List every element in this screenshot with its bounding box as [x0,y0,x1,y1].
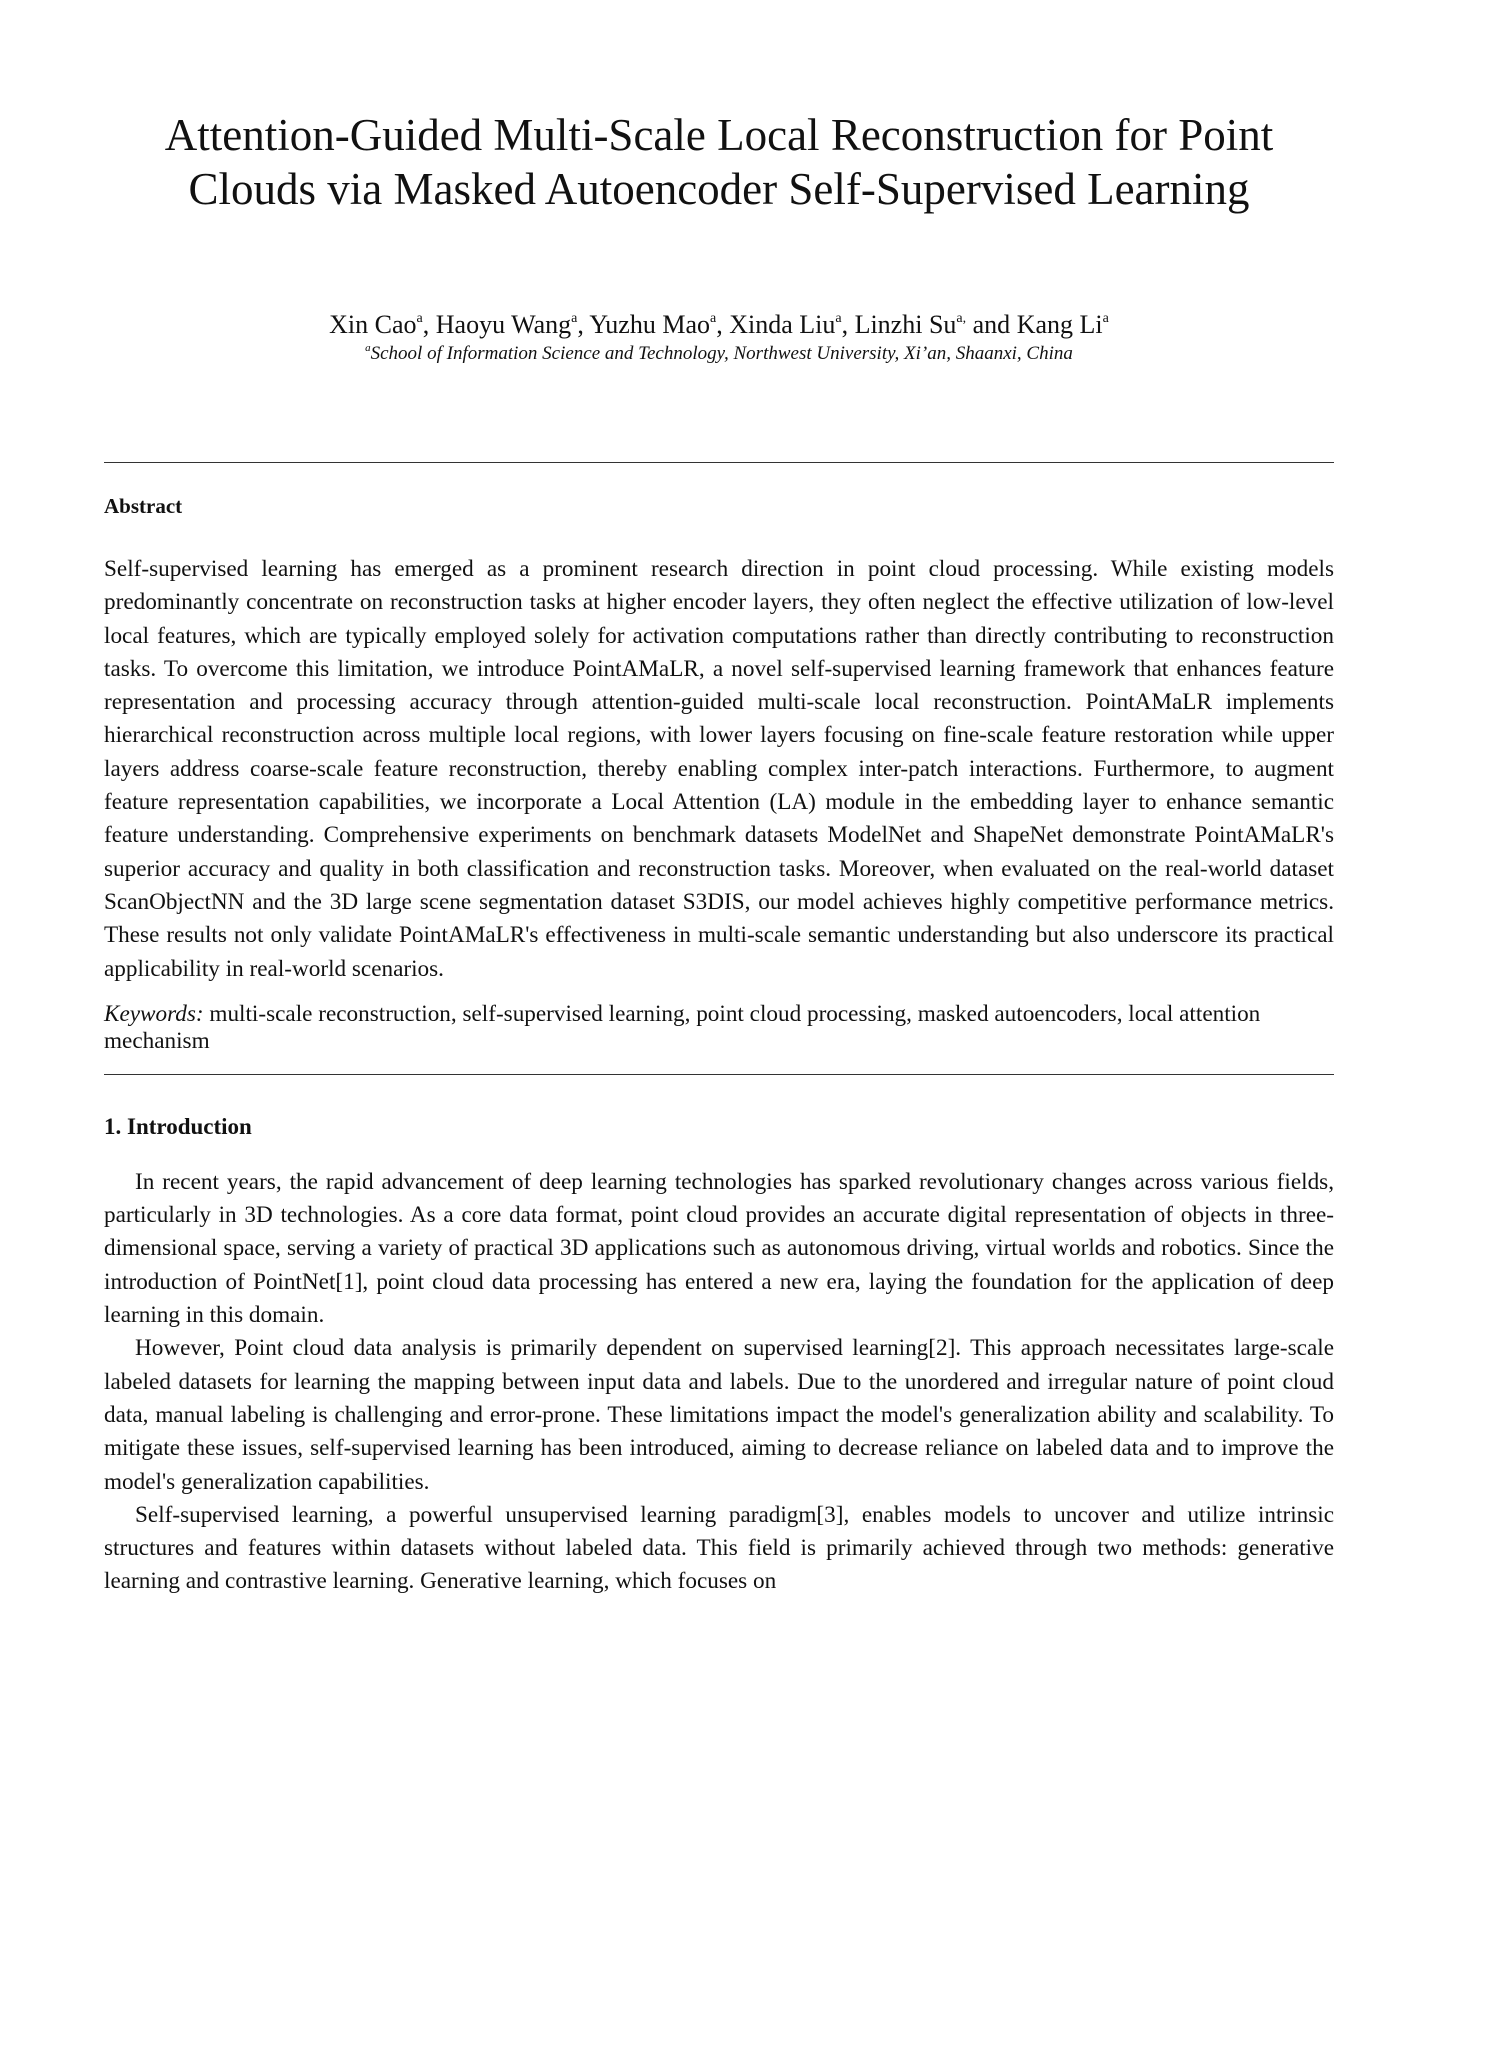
abstract-text: Self-supervised learning has emerged as a prominent research direction in point cloud processing. While existing models predominantly concentrate on reconstruction tasks at higher encoder layers, they often neglect the effective utilization of low-level local features, which are typically employed solely for activation computations rather than directly contributing to reconstruction tasks. To overcome this limitation, we introduce PointAMaLR, a novel self-supervised learning framework that enhances feature representation and processing accuracy through attention-guided multi-scale local reconstruction. PointAMaLR implements hierarchical reconstruction across multiple local regions, with lower layers focusing on fine-scale feature restoration while upper layers address coarse-scale feature reconstruction, thereby enabling complex inter-patch interactions. Furthermore, to augment feature representation capabilities, we incorporate a Local Attention (LA) module in the embedding layer to enhance semantic feature understanding. Comprehensive experiments on benchmark datasets ModelNet and ShapeNet demonstrate PointAMaLR's superior accuracy and quality in both classification and reconstruction tasks. Moreover, when evaluated on the real-world dataset ScanObjectNN and the 3D large scene segmentation dataset S3DIS, our model achieves highly competitive performance metrics. These results not only validate PointAMaLR's effectiveness in multi-scale semantic understanding but also underscore its practical applicability in real-world scenarios. [104,556,1334,982]
author: Linzhi $Su^{a,}$ and [854,310,1017,339]
affiliation-mark: a, [956,311,967,326]
keywords-list: multi-scale reconstruction, self-supervised learning, point cloud processing, masked autoencoders, local attention mechanism [104,1000,1261,1054]
section-heading-introduction: 1. Introduction [104,1113,252,1139]
paper-page [104,0,1334,1599]
affiliation-mark: a [835,311,842,326]
section-divider [104,1074,1334,1075]
paper-title: Attention-Guided Multi-Scale Local Reconstruction for Point Clouds via Masked Autoencoder Self-Supervised Learning [164,110,1274,214]
affiliation-mark: a [416,311,423,326]
author: Kang Li$^a$ [1016,310,1109,339]
body-paragraph: However, Point cloud data analysis is primarily dependent on supervised learning[2]. This approach necessitates large-scale labeled datasets for learning the mapping between input data and labels. Due to the unordered and irregular nature of point cloud data, manual labeling is challenging and error-prone. These limitations impact the model's generalization ability and scalability. To mitigate these issues, self-supervised learning has been introduced, aiming to decrease reliance on labeled data and to improve the model's generalization capabilities. [104,1335,1334,1495]
abstract-heading: Abstract [104,494,183,518]
author: Yuzhu Mao$^a$, [589,310,730,339]
section-divider [104,462,1334,463]
keywords [104,1001,1334,1055]
affiliation-mark: a [365,342,371,354]
introduction-body [104,1166,1334,1599]
affiliation-mark: a [571,311,578,326]
author: Xin Cao$^a$, [329,310,436,339]
author-affiliation: $^a$School of Information Science and Technology, Northwest University, Xi’an, Shaanxi, China [365,342,1073,364]
author: Xinda Liu$^a$, [729,310,855,339]
body-paragraph: In recent years, the rapid advancement of deep learning technologies has sparked revolutionary changes across various fields, particularly in 3D technologies. As a core data format, point cloud provides an accurate digital representation of objects in three-dimensional space, serving a variety of practical 3D applications such as autonomous driving, virtual worlds and robotics. Since the introduction of PointNet[1], point cloud data processing has entered a new era, laying the foundation for the application of deep learning in this domain. [104,1168,1334,1329]
affiliation-mark: a [1102,311,1109,326]
affiliation-mark: a [709,311,717,326]
keywords-label: Keywords: [104,1000,204,1027]
author-list [104,310,1334,340]
body-paragraph: Self-supervised learning, a powerful unsupervised learning paradigm[3], enables models to uncover and utilize intrinsic structures and features within datasets without labeled data. This field is primarily achieved through two methods: generative learning and contrastive learning. Generative learning, which focuses on [104,1501,1334,1595]
author: Haoyu Wang$^a$, [435,310,590,339]
